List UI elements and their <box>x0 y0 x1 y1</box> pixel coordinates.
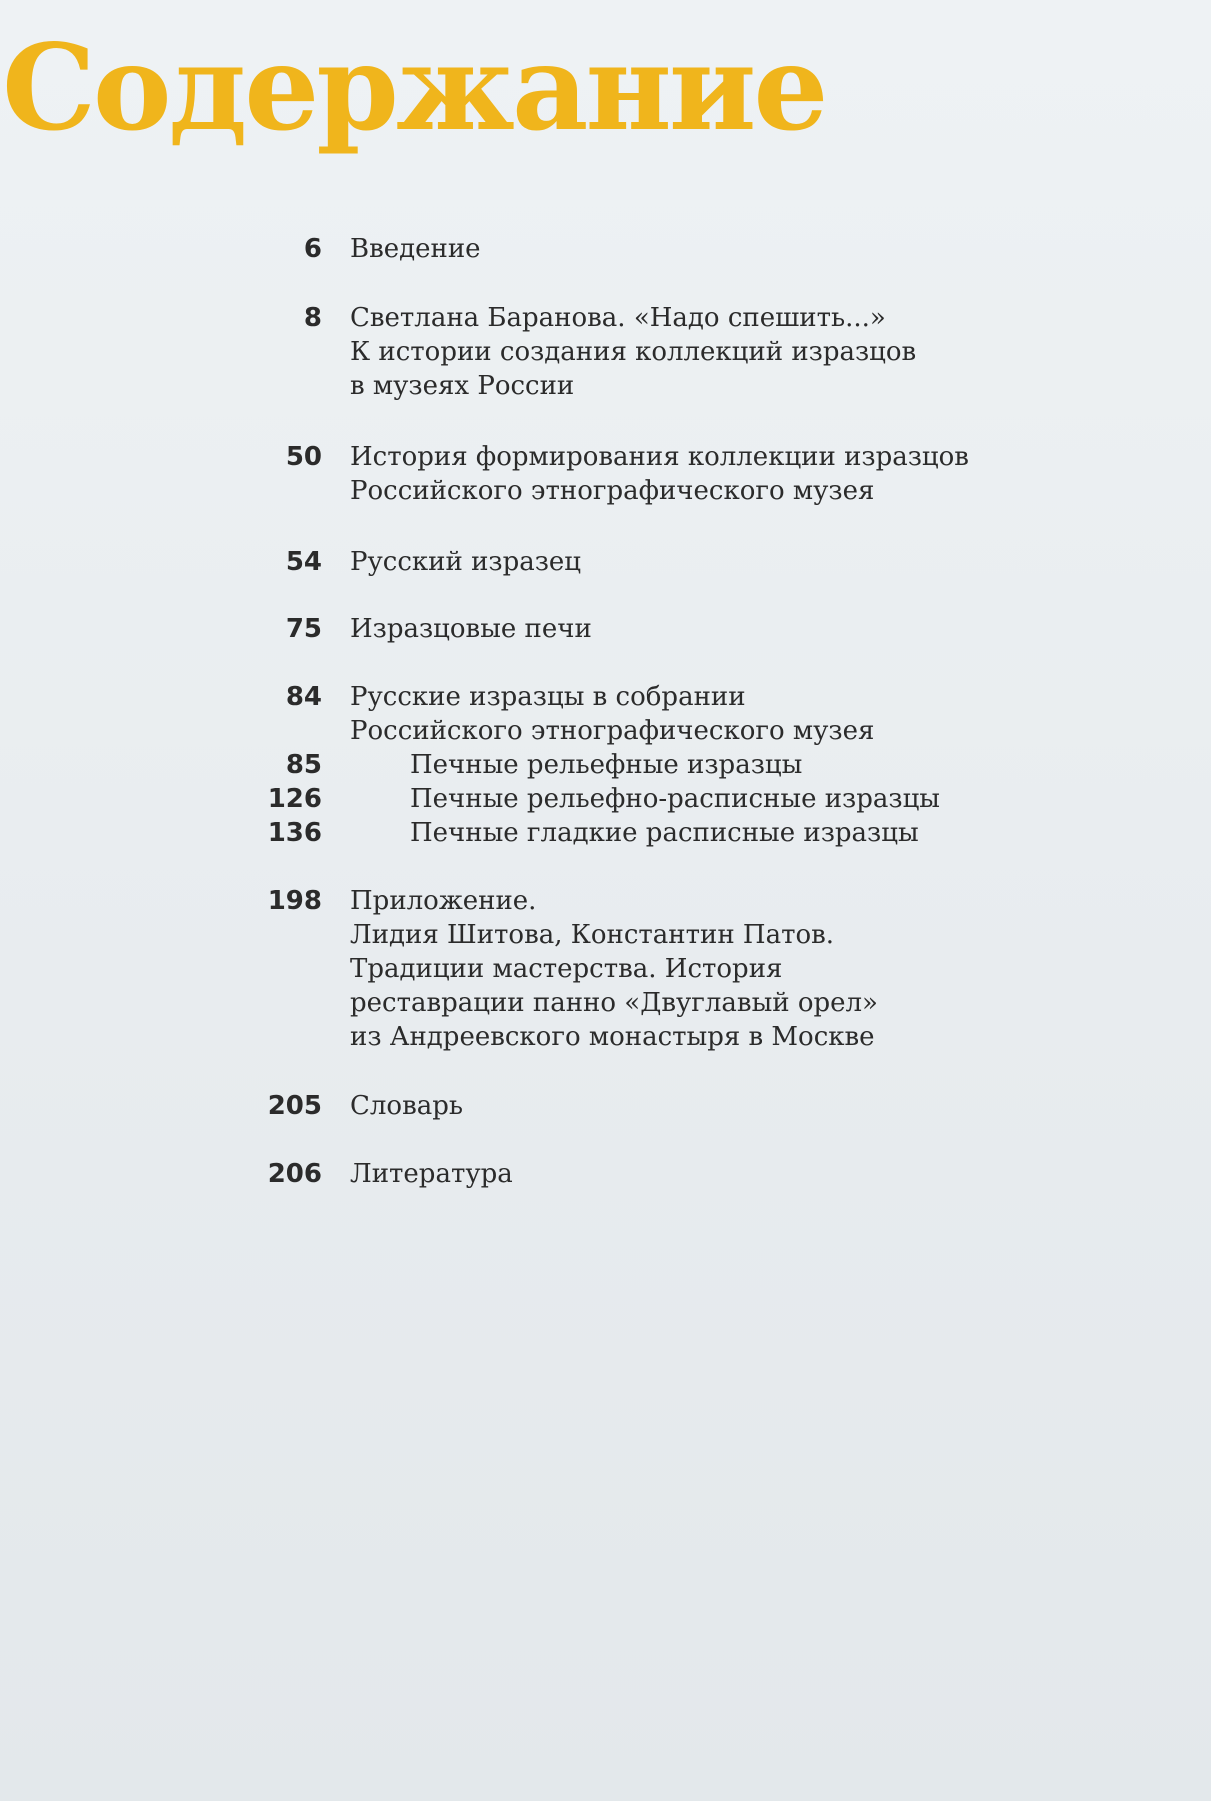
toc-title-line: К истории создания коллекций изразцов <box>350 337 917 367</box>
toc-title-line: Словарь <box>350 1091 464 1121</box>
toc-title-line: Традиции мастерства. История <box>350 954 783 984</box>
toc-page-number: 206 <box>267 1159 322 1189</box>
toc-entry-title <box>350 440 1110 508</box>
toc-page-number: 198 <box>267 886 322 916</box>
toc-page-number: 6 <box>303 234 322 264</box>
toc-entry-title <box>350 884 1110 1054</box>
toc-page-number: 136 <box>267 818 322 848</box>
toc-entry-title <box>410 748 1170 782</box>
toc-title-line: Лидия Шитова, Константин Патов. <box>350 920 835 950</box>
toc-title-line: из Андреевского монастыря в Москве <box>350 1022 875 1052</box>
toc-title-line: Печные гладкие расписные изразцы <box>410 818 919 848</box>
toc-page-number: 205 <box>267 1091 322 1121</box>
toc-entry-title <box>410 816 1170 850</box>
toc-entry-title <box>350 612 1110 646</box>
toc-page-number: 8 <box>303 303 322 333</box>
toc-page-number: 84 <box>285 682 322 712</box>
toc-title-line: Светлана Баранова. «Надо спешить...» <box>350 303 886 333</box>
toc-page-number: 85 <box>285 750 322 780</box>
toc-entry-title <box>350 301 1110 403</box>
toc-page-number: 50 <box>285 442 322 472</box>
toc-entry-title <box>350 545 1110 579</box>
toc-entry-title <box>350 232 1110 266</box>
toc-entry-title <box>410 782 1170 816</box>
toc-title-line: История формирования коллекции изразцов <box>350 442 969 472</box>
toc-title-line: Литература <box>350 1159 513 1189</box>
toc-title-line: Печные рельефные изразцы <box>410 750 803 780</box>
toc-title-line: Русские изразцы в собрании <box>350 682 746 712</box>
toc-entry-title <box>350 1089 1110 1123</box>
toc-title-line: Российского этнографического музея <box>350 476 875 506</box>
toc-title-line: Введение <box>350 234 481 264</box>
toc-title-line: Изразцовые печи <box>350 614 592 644</box>
toc-page-number: 75 <box>285 614 322 644</box>
toc-title-line: реставрации панно «Двуглавый орел» <box>350 988 878 1018</box>
toc-title-line: Печные рельефно-расписные изразцы <box>410 784 940 814</box>
toc-entry-title <box>350 680 1110 748</box>
toc-entry-title <box>350 1157 1110 1191</box>
toc-page-number: 126 <box>267 784 322 814</box>
page-title: Содержание <box>2 18 826 157</box>
toc-title-line: Приложение. <box>350 886 537 916</box>
toc-page-number: 54 <box>285 547 322 577</box>
toc-title-line: Российского этнографического музея <box>350 716 875 746</box>
toc-title-line: Русский изразец <box>350 547 582 577</box>
toc-title-line: в музеях России <box>350 371 575 401</box>
